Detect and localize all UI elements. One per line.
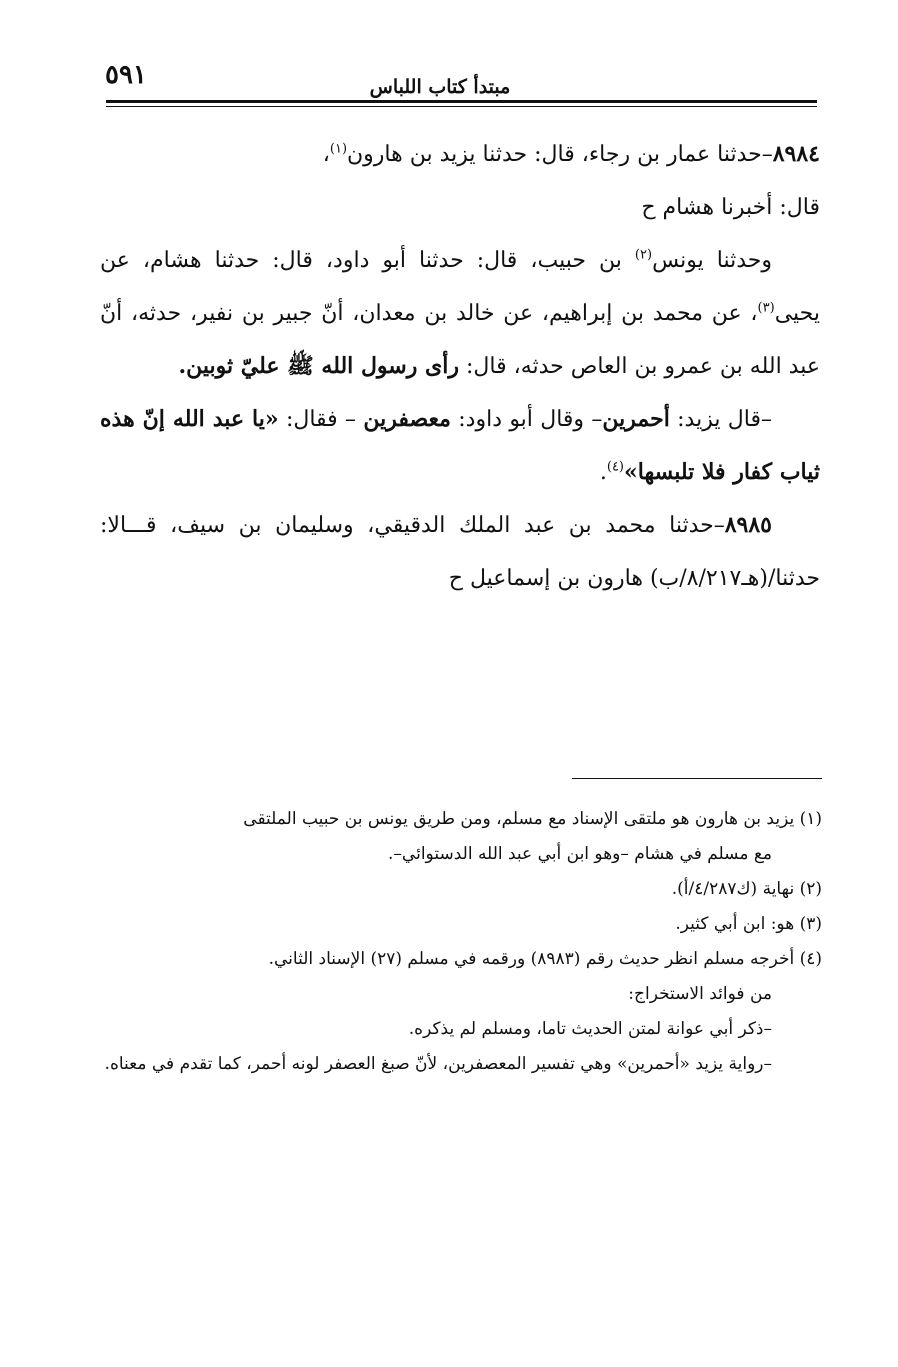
hadith-8984-tail: ، bbox=[322, 142, 330, 167]
variant-muasfarayn: معصفرين bbox=[363, 406, 451, 432]
footnote-1: (١) يزيد بن هارون هو ملتقى الإسناد مع مسلم، ومن طريق يونس بن حبيب الملتقى bbox=[243, 809, 822, 829]
variant-text-a: –قال يزيد: bbox=[669, 407, 772, 432]
hadith-8984-variants bbox=[100, 393, 820, 499]
variant-text-b: – وقال أبو داود: bbox=[450, 407, 603, 432]
chain-text-c: ، عن محمد بن إبراهيم، عن خالد بن معدان، أنّ جبير بن نفير، حدثه، أنّ عبد الله بن عمرو بن العاص حدثه، قال: bbox=[100, 301, 820, 379]
hadith-number-8985: ٨٩٨٥ bbox=[724, 512, 772, 538]
footnote-ref-1: (١) bbox=[329, 141, 348, 157]
chain-text-a: وحدثنا يونس bbox=[652, 248, 773, 273]
footnote-4: (٤) أخرجه مسلم انظر حديث رقم (٨٩٨٣) ورقمه في مسلم (٢٧) الإسناد الثاني. bbox=[268, 949, 822, 969]
footnote-ref-4: (٤) bbox=[606, 459, 624, 475]
footnote-ref-3: (٣) bbox=[757, 300, 775, 316]
header-rule-thick bbox=[106, 100, 817, 103]
variant-text-d: . bbox=[599, 460, 607, 485]
footnotes bbox=[84, 802, 822, 1082]
hadith-8984-line2: قال: أخبرنا هشام ح bbox=[641, 195, 820, 220]
hadith-8984 bbox=[100, 128, 820, 181]
footnote-2: (٢) نهاية (ك٤/٢٨٧/أ). bbox=[671, 879, 822, 899]
page-number: ٥٩١ bbox=[105, 60, 147, 90]
variant-text-c: – فقال: bbox=[278, 407, 364, 432]
benefit-2: –رواية يزيد «أحمرين» وهي تفسير المعصفرين، لأنّ صبغ العصفر لونه أحمر، كما تقدم في معناه. bbox=[104, 1054, 772, 1074]
benefits-title: من فوائد الاستخراج: bbox=[628, 984, 772, 1004]
hadith-8985 bbox=[100, 499, 820, 605]
benefit-1: –ذكر أبي عوانة لمتن الحديث تاما، ومسلم لم يذكره. bbox=[408, 1019, 772, 1039]
running-header-title: مبتدأ كتاب اللباس bbox=[369, 76, 511, 98]
hadith-8984-second-chain bbox=[100, 234, 820, 393]
main-text bbox=[100, 128, 820, 605]
hadith-matn: رأى رسول الله ﷺ عليّ ثوبين. bbox=[178, 353, 459, 379]
prophet-saying: «يا عبد الله إنّ هذه ثياب كفار فلا تلبسها» bbox=[100, 406, 820, 485]
header-rule-thin bbox=[106, 106, 817, 107]
footnote-3: (٣) هو: ابن أبي كثير. bbox=[675, 914, 822, 934]
hadith-number-8984: ٨٩٨٤ bbox=[772, 141, 820, 167]
footnote-ref-2: (٢) bbox=[634, 247, 653, 263]
hadith-8984-chain: –حدثنا عمار بن رجاء، قال: حدثنا يزيد بن هارون bbox=[347, 142, 773, 167]
hadith-8985-chain: –حدثنا محمد بن عبد الملك الدقيقي، وسليمان بن سيف، قـــالا: حدثنا/(هـ٨/٢١٧/ب) هارون بن إسماعيل ح bbox=[100, 513, 820, 591]
footnote-separator bbox=[572, 778, 822, 779]
chain-text-b: بن حبيب، قال: حدثنا أبو داود، قال: حدثنا هشام، عن يحيى bbox=[100, 248, 820, 326]
footnote-1-continued: مع مسلم في هشام –وهو ابن أبي عبد الله الدستوائي–. bbox=[388, 844, 772, 864]
variant-ahmarayn: أحمرين bbox=[602, 406, 670, 432]
